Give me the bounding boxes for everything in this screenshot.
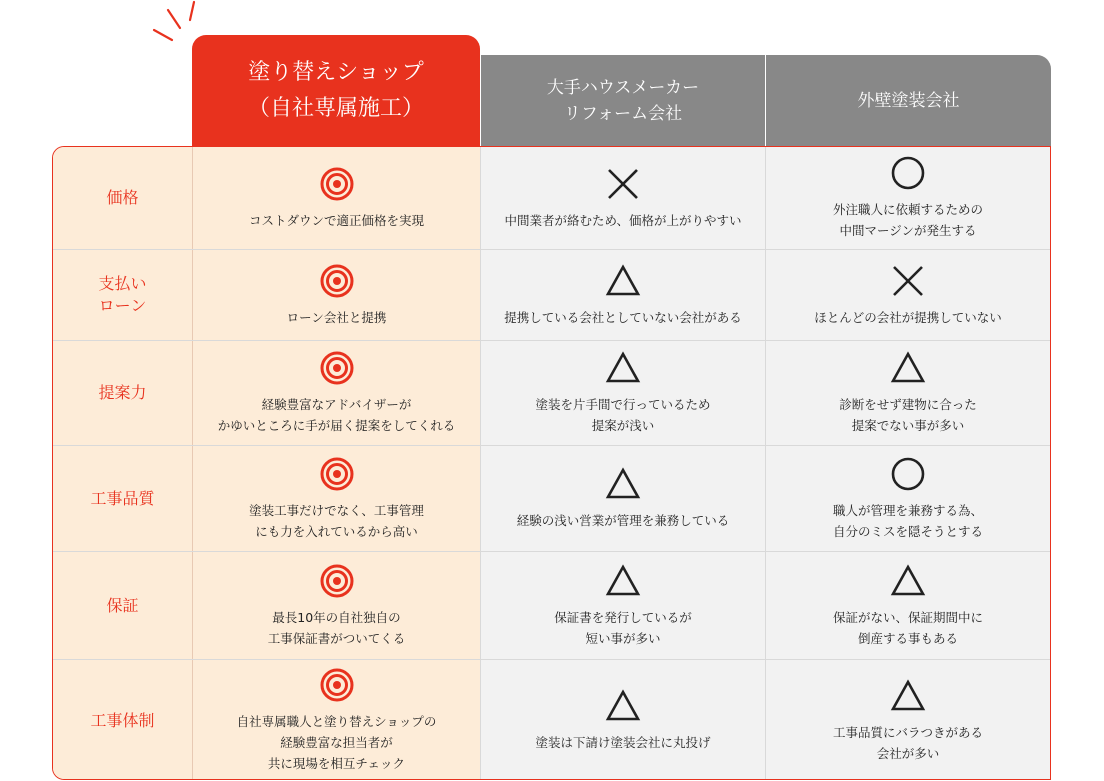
triangle-icon [605,466,641,502]
header-painting-company [766,55,1051,146]
row-label [53,341,193,445]
cell-text [249,210,424,231]
circle-icon [890,155,926,191]
cell-ours [193,552,481,659]
cell-c [766,341,1050,445]
cell-text-line: 経験豊富な担当者が [280,735,393,750]
cell-text-line: にも力を入れているから高い [255,523,418,539]
cell-text-line: ローン会社と提携 [286,309,387,325]
cell-text-line: 提案でない事が多い [851,418,965,433]
cell-text [535,732,710,753]
cell-text-line: 倒産する事もある [857,630,958,646]
cell-c [766,147,1050,249]
cell-text [504,307,742,328]
triangle-icon [890,678,926,714]
cell-c [766,660,1050,780]
cell-text-line: 塗装は下請け塗装会社に丸投げ [535,735,711,750]
header-line: 外壁塗装会社 [857,90,960,111]
cell-ours [193,660,481,780]
cell-c [766,446,1050,551]
cell-text-line: 塗装を片手間で行っているため [535,397,711,412]
cell-b [481,250,766,340]
cell-text-line: 外注職人に依頼するための [832,202,983,217]
cell-c [766,552,1050,659]
cell-text-line: 工事保証書がついてくる [267,630,406,646]
double-circle-icon [319,563,355,599]
cell-text-line: 工事品質にバラつきがある [832,724,983,740]
header-line: リフォーム会社 [563,103,683,124]
row-label-line: 価格 [106,188,139,207]
cell-ours [193,341,481,445]
double-circle-icon [319,263,355,299]
header-line: 塗り替えショップ [248,59,424,85]
cell-text [554,607,692,649]
triangle-icon [890,563,926,599]
cell-b [481,341,766,445]
cell-text [287,307,387,328]
row-label-line: ローン [98,296,147,315]
row-label [53,250,193,340]
cell-text [833,199,983,241]
triangle-icon [605,263,641,299]
cell-text-line: ほとんどの会社が提携していない [814,309,1002,325]
cell-c [766,250,1050,340]
cell-ours [193,446,481,551]
cell-text-line: 提携している会社としていない会社がある [504,309,742,325]
table-row [53,552,1051,660]
cell-text [504,210,741,231]
triangle-icon [605,350,641,386]
cell-text [833,722,983,764]
cell-text-line: 短い事が多い [585,630,661,646]
row-label [53,147,193,249]
cell-text [249,500,424,542]
row-label-line: 提案力 [98,383,147,402]
cell-b [481,552,766,659]
row-label [53,446,193,551]
cell-text-line: 中間マージンが発生する [839,223,977,238]
cell-ours [193,147,481,249]
cell-text [517,510,730,531]
cell-b [481,660,766,780]
cell-text-line: 自社専属職人と塗り替えショップの [236,714,437,729]
header-line: 大手ハウスメーカー [546,77,700,98]
double-circle-icon [319,667,355,703]
circle-icon [890,456,926,492]
comparison-table [52,146,1051,780]
cell-ours [193,250,481,340]
cell-text [268,607,406,649]
cell-text-line: 塗装工事だけでなく、工事管理 [249,502,424,518]
cell-text [833,500,983,542]
cell-text-line: 経験の浅い営業が管理を兼務している [516,513,730,528]
double-circle-icon [319,456,355,492]
header-house-maker [481,55,765,146]
row-label [53,660,193,780]
cell-text [839,394,977,436]
cell-text-line: 保証書を発行しているが [554,609,692,625]
cell-text-line: 診断をせず建物に合った [839,397,977,412]
row-label [53,552,193,659]
table-row [53,446,1051,552]
cross-icon [605,166,641,202]
cell-text-line: 会社が多い [876,745,940,761]
cell-text-line: かゆいところに手が届く提案をしてくれる [217,418,456,433]
cell-text [814,307,1002,328]
cell-b [481,147,766,249]
cell-text-line: 共に現場を相互チェック [267,756,406,771]
triangle-icon [890,350,926,386]
cell-text-line: 中間業者が絡むため、価格が上がりやすい [504,212,742,228]
cell-text [237,711,437,774]
triangle-icon [605,563,641,599]
cell-text-line: 自分のミスを隠そうとする [832,523,983,539]
cell-text-line: 最長10年の自社独自の [272,609,401,625]
double-circle-icon [319,350,355,386]
cell-text [833,607,983,649]
double-circle-icon [319,166,355,202]
table-row [53,147,1051,250]
cell-text-line: 提案が浅い [591,418,655,433]
cell-text-line: 経験豊富なアドバイザーが [261,397,412,412]
row-label-line: 支払い [98,274,147,293]
cell-text [535,394,710,436]
cell-text-line: 保証がない、保証期間中に [832,609,983,625]
cell-text-line: コストダウンで適正価格を実現 [248,212,424,228]
cell-text [218,394,456,436]
table-row [53,341,1051,446]
row-label-line: 工事体制 [90,710,155,730]
table-row [53,660,1051,780]
table-row [53,250,1051,341]
cell-text-line: 職人が管理を兼務する為、 [832,502,983,518]
triangle-icon [605,688,641,724]
row-label-line: 工事品質 [90,488,155,508]
cell-b [481,446,766,551]
row-label-line: 保証 [106,595,139,615]
header-our-company [192,35,480,146]
header-line: （自社専属施工） [247,95,424,121]
cross-icon [890,263,926,299]
